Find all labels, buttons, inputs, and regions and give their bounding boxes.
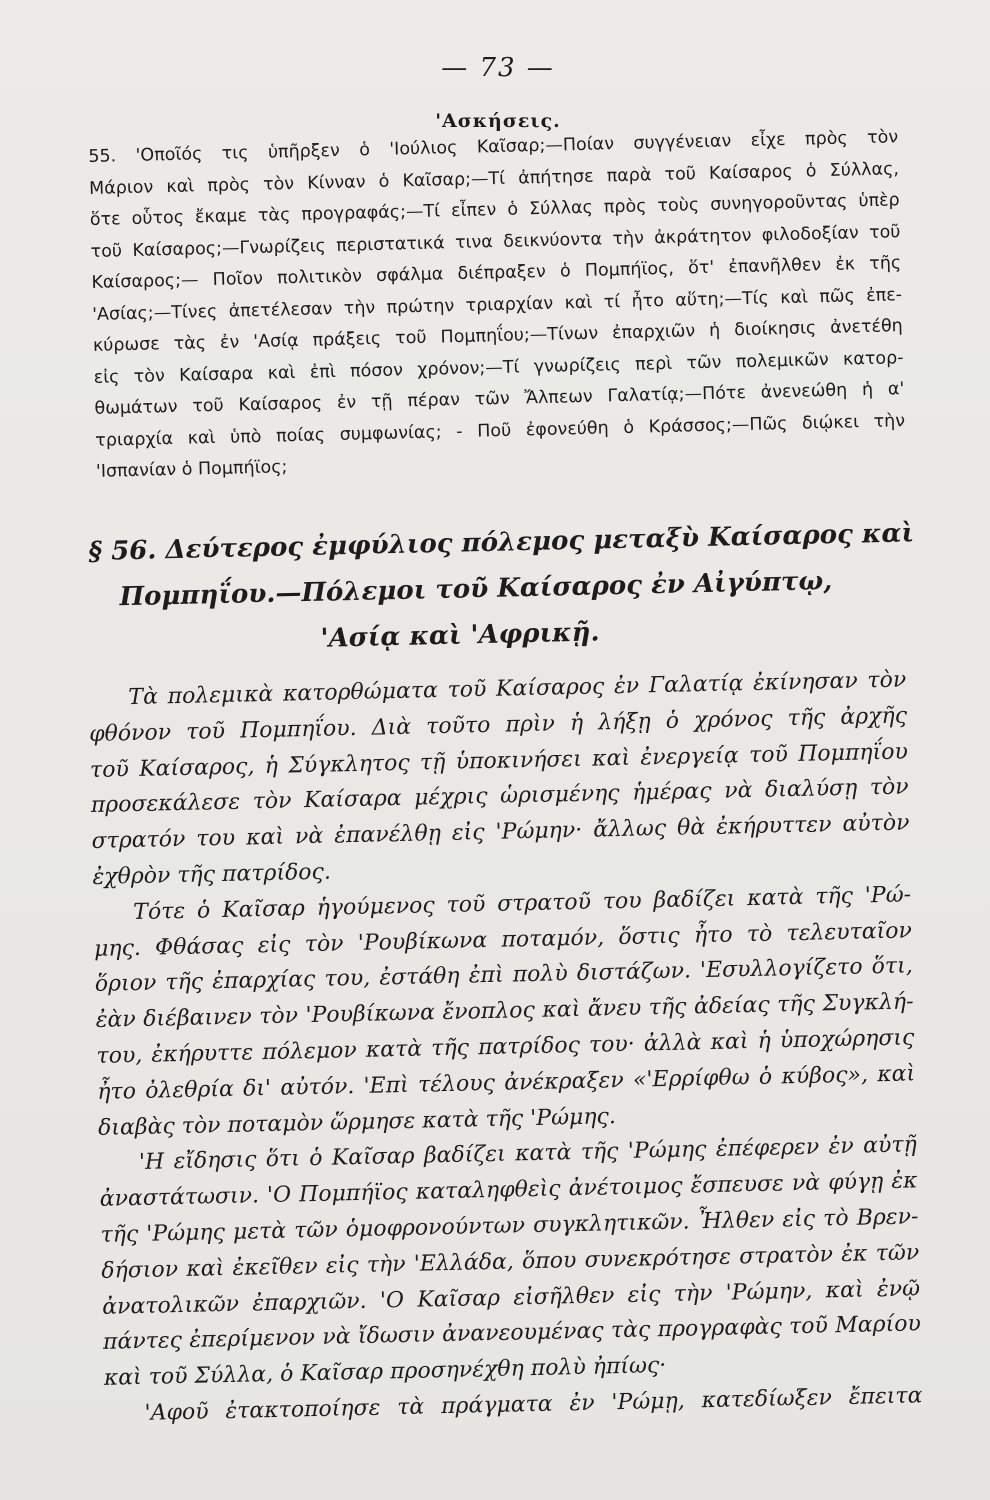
body-line: Τὰ πολεμικὰ κατορθώματα τοῦ Καίσαρος ἐν Γαλατίᾳ ἐκίνησαν τὸν: [128, 666, 907, 710]
body-line: ἀνατολικῶν ἐπαρχιῶν. 'Ο Καῖσαρ εἰσῆλθεν εἰς τὴν 'Ρώμην, καὶ ἐνῷ: [101, 1275, 921, 1319]
section-heading-line: § 56. Δεύτερος ἐμφύλιος πόλεμος μεταξὺ Καίσαρος καὶ: [88, 517, 915, 567]
body-line: του, ἐκήρυττε πόλεμον κατὰ τῆς πατρίδος του· ἀλλὰ καὶ ἡ ὑποχώρησις: [96, 1024, 915, 1069]
section-heading-line: 'Ασίᾳ καὶ 'Αφρικῇ.: [320, 616, 600, 654]
section-heading-line: Πομπηΐου.—Πόλεμοι τοῦ Καίσαρος ἐν Αἰγύπτῳ,: [119, 565, 833, 612]
body-line: Τότε ὁ Καῖσαρ ἡγούμενος τοῦ στρατοῦ του βαδίζει κατὰ τῆς 'Ρώ-: [132, 881, 912, 925]
exercise-line: τριαρχία καὶ ὑπὸ ποίας συμφωνίας; - Ποῦ ἐφονεύθη ὁ Κράσσος;—Πῶς διῴκει τὴν: [95, 410, 906, 451]
exercise-line: ὅτε οὗτος ἔκαμε τὰς προγραφάς;—Τί εἶπεν ὁ Σύλλας πρὸς τοὺς συνηγοροῦντας ὑπὲρ: [89, 190, 900, 230]
body-line: καὶ τοῦ Σύλλα, ὁ Καῖσαρ προσηνέχθη πολὺ ἠπίως·: [103, 1352, 667, 1391]
body-line: 'Η εἴδησις ὅτι ὁ Καῖσαρ βαδίζει κατὰ τῆς 'Ρώμης ἐπέφερεν ἐν αὐτῇ: [138, 1132, 918, 1175]
exercise-line: 55. 'Οποῖός τις ὑπῆρξεν ὁ 'Ιούλιος Καῖσαρ;—Ποίαν συγγένειαν εἶχε πρὸς τὸν: [88, 127, 899, 167]
body-line: μης. Φθάσας εἰς τὸν 'Ρουβίκωνα ποταμόν, ὅστις ἦτο τὸ τελευταῖον: [93, 917, 913, 962]
exercise-line: κύρωσε τὰς ἐν 'Ασίᾳ πράξεις τοῦ Πομπηΐου;—Τίνων ἐπαρχιῶν ἡ διοίκησις ἀνετέθη: [92, 316, 903, 356]
body-line: ὅριον τῆς ἐπαρχίας του, ἐστάθη ἐπὶ πολὺ διστάζων. 'Εσυλλογίζετο ὅτι,: [94, 953, 913, 997]
exercise-line: θωμάτων τοῦ Καίσαρος ἐν τῇ πέραν τῶν Ἄλπεων Γαλατίᾳ;—Πότε ἀνενεώθη ἡ α': [94, 379, 905, 419]
exercises-heading: 'Ασκήσεις.: [435, 110, 561, 132]
exercise-line: τοῦ Καίσαρος;—Γνωρίζεις περιστατικά τινα δεικνύοντα τὴν ἀκράτητον φιλοδοξίαν τοῦ: [90, 221, 901, 262]
exercise-line: 'Ασίας;—Τίνες ἀπετέλεσαν τὴν πρώτην τριαρχίαν καὶ τί ἦτο αὕτη;—Τίς καὶ πῶς ἐπε-: [91, 284, 903, 325]
body-text: [88, 662, 923, 1432]
body-line: 'Αφοῦ ἐτακτοποίησε τὰ πράγματα ἐν 'Ρώμῃ, κατεδίωξεν ἔπειτα: [144, 1382, 923, 1426]
body-line: διαβὰς τὸν ποταμὸν ὥρμησε κατὰ τῆς 'Ρώμης.: [97, 1103, 617, 1140]
body-line: ἦτο ὀλεθρία δι' αὐτόν. 'Επὶ τέλους ἀνέκραξεν «'Ερρίφθω ὁ κύβος», καὶ: [97, 1060, 916, 1105]
body-line: δήσιον καὶ ἐκεῖθεν εἰς τὴν 'Ελλάδα, ὅπου συνεκρότησε στρατὸν ἐκ τῶν: [101, 1239, 920, 1284]
body-line: ἐὰν διέβαινεν τὸν 'Ρουβίκωνα ἔνοπλος καὶ ἄνευ τῆς ἀδείας τῆς Συγκλή-: [95, 989, 914, 1033]
exercise-line: Μάριον καὶ πρὸς τὸν Κίνναν ὁ Καῖσαρ;—Τί ἀπήτησε παρὰ τοῦ Καίσαρος ὁ Σύλλας,: [88, 158, 900, 199]
exercise-line: εἰς τὸν Καίσαρα καὶ ἐπὶ πόσον χρόνον;—Τί γνωρίζεις περὶ τῶν πολεμικῶν κατορ-: [93, 347, 904, 388]
body-line: ἐχθρὸν τῆς πατρίδος.: [92, 859, 332, 890]
exercises-block: [88, 122, 906, 488]
exercise-line: Καίσαρος;— Ποῖον πολιτικὸν σφάλμα διέπραξεν ὁ Πομπήϊος, ὅτ' ἐπανῆλθεν ἐκ τῆς: [91, 253, 902, 293]
exercise-line: 'Ισπανίαν ὁ Πομπήϊος;: [95, 457, 288, 482]
page-number: — 73 —: [441, 53, 555, 83]
section-heading: [88, 510, 915, 667]
body-line: στρατόν του καὶ νὰ ἐπανέλθῃ εἰς 'Ρώμην· ἄλλως θὰ ἐκήρυττεν αὐτὸν: [91, 810, 910, 854]
body-line: προσεκάλεσε τὸν Καίσαρα μέχρις ὡρισμένης ἡμέρας νὰ διαλύσῃ τὸν: [90, 774, 909, 818]
body-line: φθόνον τοῦ Πομπηΐου. Διὰ τοῦτο πρὶν ἡ λήξῃ ὁ χρόνος τῆς ἀρχῆς: [88, 702, 908, 747]
body-line: τῆς 'Ρώμης μετὰ τῶν ὁμοφρονούντων συγκλητικῶν. Ἦλθεν εἰς τὸ Βρεν-: [100, 1203, 919, 1248]
body-line: ἀναστάτωσιν. 'Ο Πομπήϊος καταληφθεὶς ἀνέτοιμος ἔσπευσε νὰ φύγῃ ἐκ: [99, 1167, 918, 1212]
body-line: πάντες ἐπερίμενον νὰ ἴδωσιν ἀνανεουμένας τὰς προγραφὰς τοῦ Μαρίου: [102, 1311, 922, 1355]
body-line: τοῦ Καίσαρος, ἡ Σύγκλητος τῇ ὑποκινήσει καὶ ἐνεργείᾳ τοῦ Πομπηΐου: [89, 738, 909, 783]
